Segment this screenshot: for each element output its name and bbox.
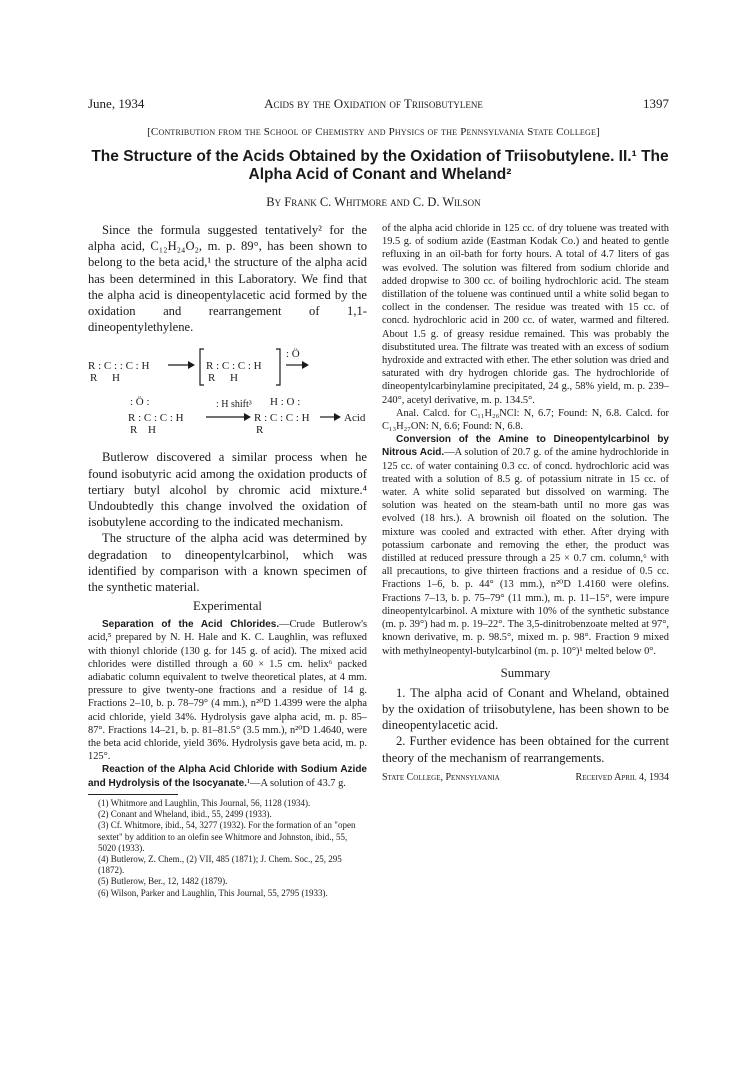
summary-heading: Summary <box>500 665 551 680</box>
footnote-3: (3) Cf. Whitmore, ibid., 54, 3277 (1932). For the formation of an "open sextet" by addition to an olefin see Whitmore and Johnston, ibid., 55, 5020 (1933). <box>98 820 356 853</box>
left-column <box>88 222 367 899</box>
footer-line <box>382 772 669 783</box>
butlerow-paragraph: Butlerow discovered a similar process when he found isobutyric acid among the oxidation products of tertiary butyl alcohol by chromic acid mixture.⁴ Undoubtedly this change involved the oxidation of isobutylene according to the indicated mechanism. <box>88 450 367 530</box>
scheme-arrowhead-4 <box>334 413 341 421</box>
conversion-paragraph <box>382 433 669 657</box>
scheme-row1-bracket: R : C : C : H <box>206 360 262 373</box>
bracket-left <box>200 349 204 385</box>
scheme-row2-left: R : C : C : H <box>128 412 184 425</box>
scheme-arrowhead-1 <box>188 361 195 369</box>
scheme-row2-left-r: R <box>130 424 138 437</box>
affiliation: [Contribution from the School of Chemistry and Physics of the Pennsylvania State College] <box>147 126 600 138</box>
azide-continued-paragraph: of the alpha acid chloride in 125 cc. of dry toluene was treated with 19.5 g. of sodium azide (Eastman Kodak Co.) and heated to gentle refluxing in an oil-bath for forty hours. A total of 4.7 liters of gas was evolved. The solution was filtered from sodium chloride and added dropwise to 300 cc. of boiling hydrochloric acid. The steam distillation of the toluene was continued until a white solid began to collect in the condenser. The residue was treated with 15 cc. of concd. hydrochloric acid in 200 cc. of water, warmed and filtered. About 1.5 g. of greasy residue remained. This was probably the disubstituted urea. The filtrate was treated with an excess of sodium hydroxide and extracted with ether. The ether solution was dried and saturated with dry hydrogen chloride gas. The hydrochloride of dineopentylcarbinylamine precipitated, 24 g., 58% yield, m. p. 239–240°, acetyl derivative, m. p. 134.5°. <box>382 223 669 406</box>
analysis-paragraph: Anal. Calcd. for C₁₁H₂₆NCl: N, 6.7; Found: N, 6.8. Calcd. for C₁₃H₂₇ON: N, 6.6; Found: N, 6.8. <box>382 407 669 433</box>
azide-runin: Reaction of the Alpha Acid Chloride with Sodium Azide and Hydrolysis of the Isocyanate. <box>88 764 367 789</box>
scheme-row2-right-r: R <box>256 424 264 437</box>
scheme-row1-left-h: H <box>112 372 120 385</box>
footnote-6: (6) Wilson, Parker and Laughlin, This Journal, 55, 2795 (1933). <box>98 887 328 898</box>
reaction-scheme-diagram <box>88 341 367 461</box>
footnote-5: (5) Butlerow, Ber., 12, 1482 (1879). <box>98 876 228 887</box>
summary-item-1: 1. The alpha acid of Conant and Wheland, obtained by the oxidation of triisobutylene, has been shown to be dineopentylacetic acid. <box>382 685 669 733</box>
scheme-arrowhead-2 <box>302 361 309 369</box>
footnotes <box>88 798 367 899</box>
separation-runin: Separation of the Acid Chlorides. <box>102 619 280 631</box>
scheme-row2-left-h: H <box>148 424 156 437</box>
separation-text: —Crude Butlerow's acid,⁵ prepared by N. H. Hale and K. C. Laughlin, was refluxed with thionyl chloride (130 g. for 145 g. of acid). The mixed acid chlorides were distilled through a 60 × 1.5 cm. helix⁶ packed adiabatic column equivalent to twelve theoretical plates, at 4 mm. pressure to give twenty-one fractions and a residue of 14 g. Fractions 2–10, b. p. 78–79° (4 mm.), n²⁰D 1.4399 were the alpha acid chloride, yield 34%. Hydrolysis gave alpha acid, m. p. 85–87°. Fractions 14–21, b. p. 81–81.5° (3.5 mm.), n²⁰D 1.4640, were the beta acid chloride, yield 36%. Hydrolysis gave beta acid, m. p. 125°. <box>88 619 367 763</box>
footer-place: State College, Pennsylvania <box>382 771 500 783</box>
footnote-rule <box>88 794 178 795</box>
intro-paragraph: Since the formula suggested tentatively² for the alpha acid, C₁₂H₂₄O₂, m. p. 89°, has been shown to belong to the beta acid,¹ the structure of the alpha acid has been determined in this Laboratory. We find that the alpha acid is dineopentylacetic acid formed by the oxidation and rearrangement of 1,1-dineopentylethylene. <box>88 223 367 335</box>
scheme-shift-label: : H shift³ <box>216 399 252 411</box>
reaction-scheme <box>88 341 367 461</box>
azide-text: ¹—A solution of 43.7 g. <box>246 777 346 789</box>
summary-item-2: 2. Further evidence has been obtained for the current theory of the mechanism of rearrangements. <box>382 734 669 765</box>
scheme-row1-left: R : C : : C : H <box>88 360 150 373</box>
conversion-runin: Conversion of the Amine to Dineopentylcarbinol by Nitrous Acid. <box>382 434 669 459</box>
scheme-row1-bracket-r: R <box>208 372 216 385</box>
page-number: 1397 <box>643 96 669 111</box>
scheme-row1-oxygen: : Ö <box>286 348 300 361</box>
scheme-acid-label: Acid <box>344 412 366 425</box>
footer-received: Received April 4, 1934 <box>575 771 669 783</box>
footnote-2: (2) Conant and Wheland, ibid., 55, 2499 (1933). <box>98 809 272 820</box>
authors: By Frank C. Whitmore and C. D. Wilson <box>266 195 481 209</box>
footnote-1: (1) Whitmore and Laughlin, This Journal, 56, 1128 (1934). <box>98 797 311 808</box>
article-title: The Structure of the Acids Obtained by the Oxidation of Triisobutylene. II.¹ The Alpha Acid of Conant and Wheland² <box>91 148 669 183</box>
scheme-row2-h-oxygen: H : O : <box>270 396 301 409</box>
scheme-arrowhead-3 <box>244 413 251 421</box>
scheme-row1-bracket-h: H <box>230 372 238 385</box>
right-column <box>382 222 669 783</box>
bracket-right <box>276 349 280 385</box>
conversion-text: —A solution of 20.7 g. of the amine hydrochloride in 125 cc. of water containing 0.3 cc. of concd. hydrochloric acid was treated with a solution of 8.5 g. of potassium nitrate in 15 cc. of water. A white solid separated but dissolved on warming. The solution was heated on the steam-bath until no more gas was evolved (18 hrs.). A brownish oil floated on the solution. The mixture was cooled and extracted with ether. After drying with potassium carbonate and removing the ether, the product was distilled at reduced pressure through a 25 × 0.7 cm. column,⁶ with all precautions, to give thirteen fractions and a residue of 0.5 cc. Fractions 1–6, b. p. 44° (13 mm.), n²⁰D 1.4160 were olefins. Fractions 7–13, b. p. 75–79° (11 mm.), m. p. 11–15°, were impure dineopentylcarbinol. A mixture with 10% of the synthetic substance (m. p. 39°) had m. p. 19–22°. The 3,5-dinitrobenzoate melted at 97°, known derivative, m. p. 98.5°, mixed m. p. 98°. Fraction 9 mixed with methylneopentyl-butylcarbinol (m. p. 10°)¹ melted below 0°. <box>382 447 670 657</box>
scheme-row1-left-r: R <box>90 372 98 385</box>
running-title: Acids by the Oxidation of Triisobutylene <box>264 96 483 111</box>
scheme-row2-oxygen: : Ö : <box>130 396 150 409</box>
header-date: June, 1934 <box>88 96 145 111</box>
scheme-row2-right: R : C : C : H <box>254 412 310 425</box>
structure-paragraph: The structure of the alpha acid was determined by degradation to dineopentylcarbinol, which was identified by comparison with a known specimen of the synthetic material. <box>88 531 367 595</box>
azide-paragraph <box>88 763 367 789</box>
footnote-4: (4) Butlerow, Z. Chem., (2) VII, 485 (1871); J. Chem. Soc., 25, 295 (1872). <box>98 853 342 876</box>
experimental-heading: Experimental <box>193 599 262 614</box>
separation-paragraph <box>88 618 367 763</box>
